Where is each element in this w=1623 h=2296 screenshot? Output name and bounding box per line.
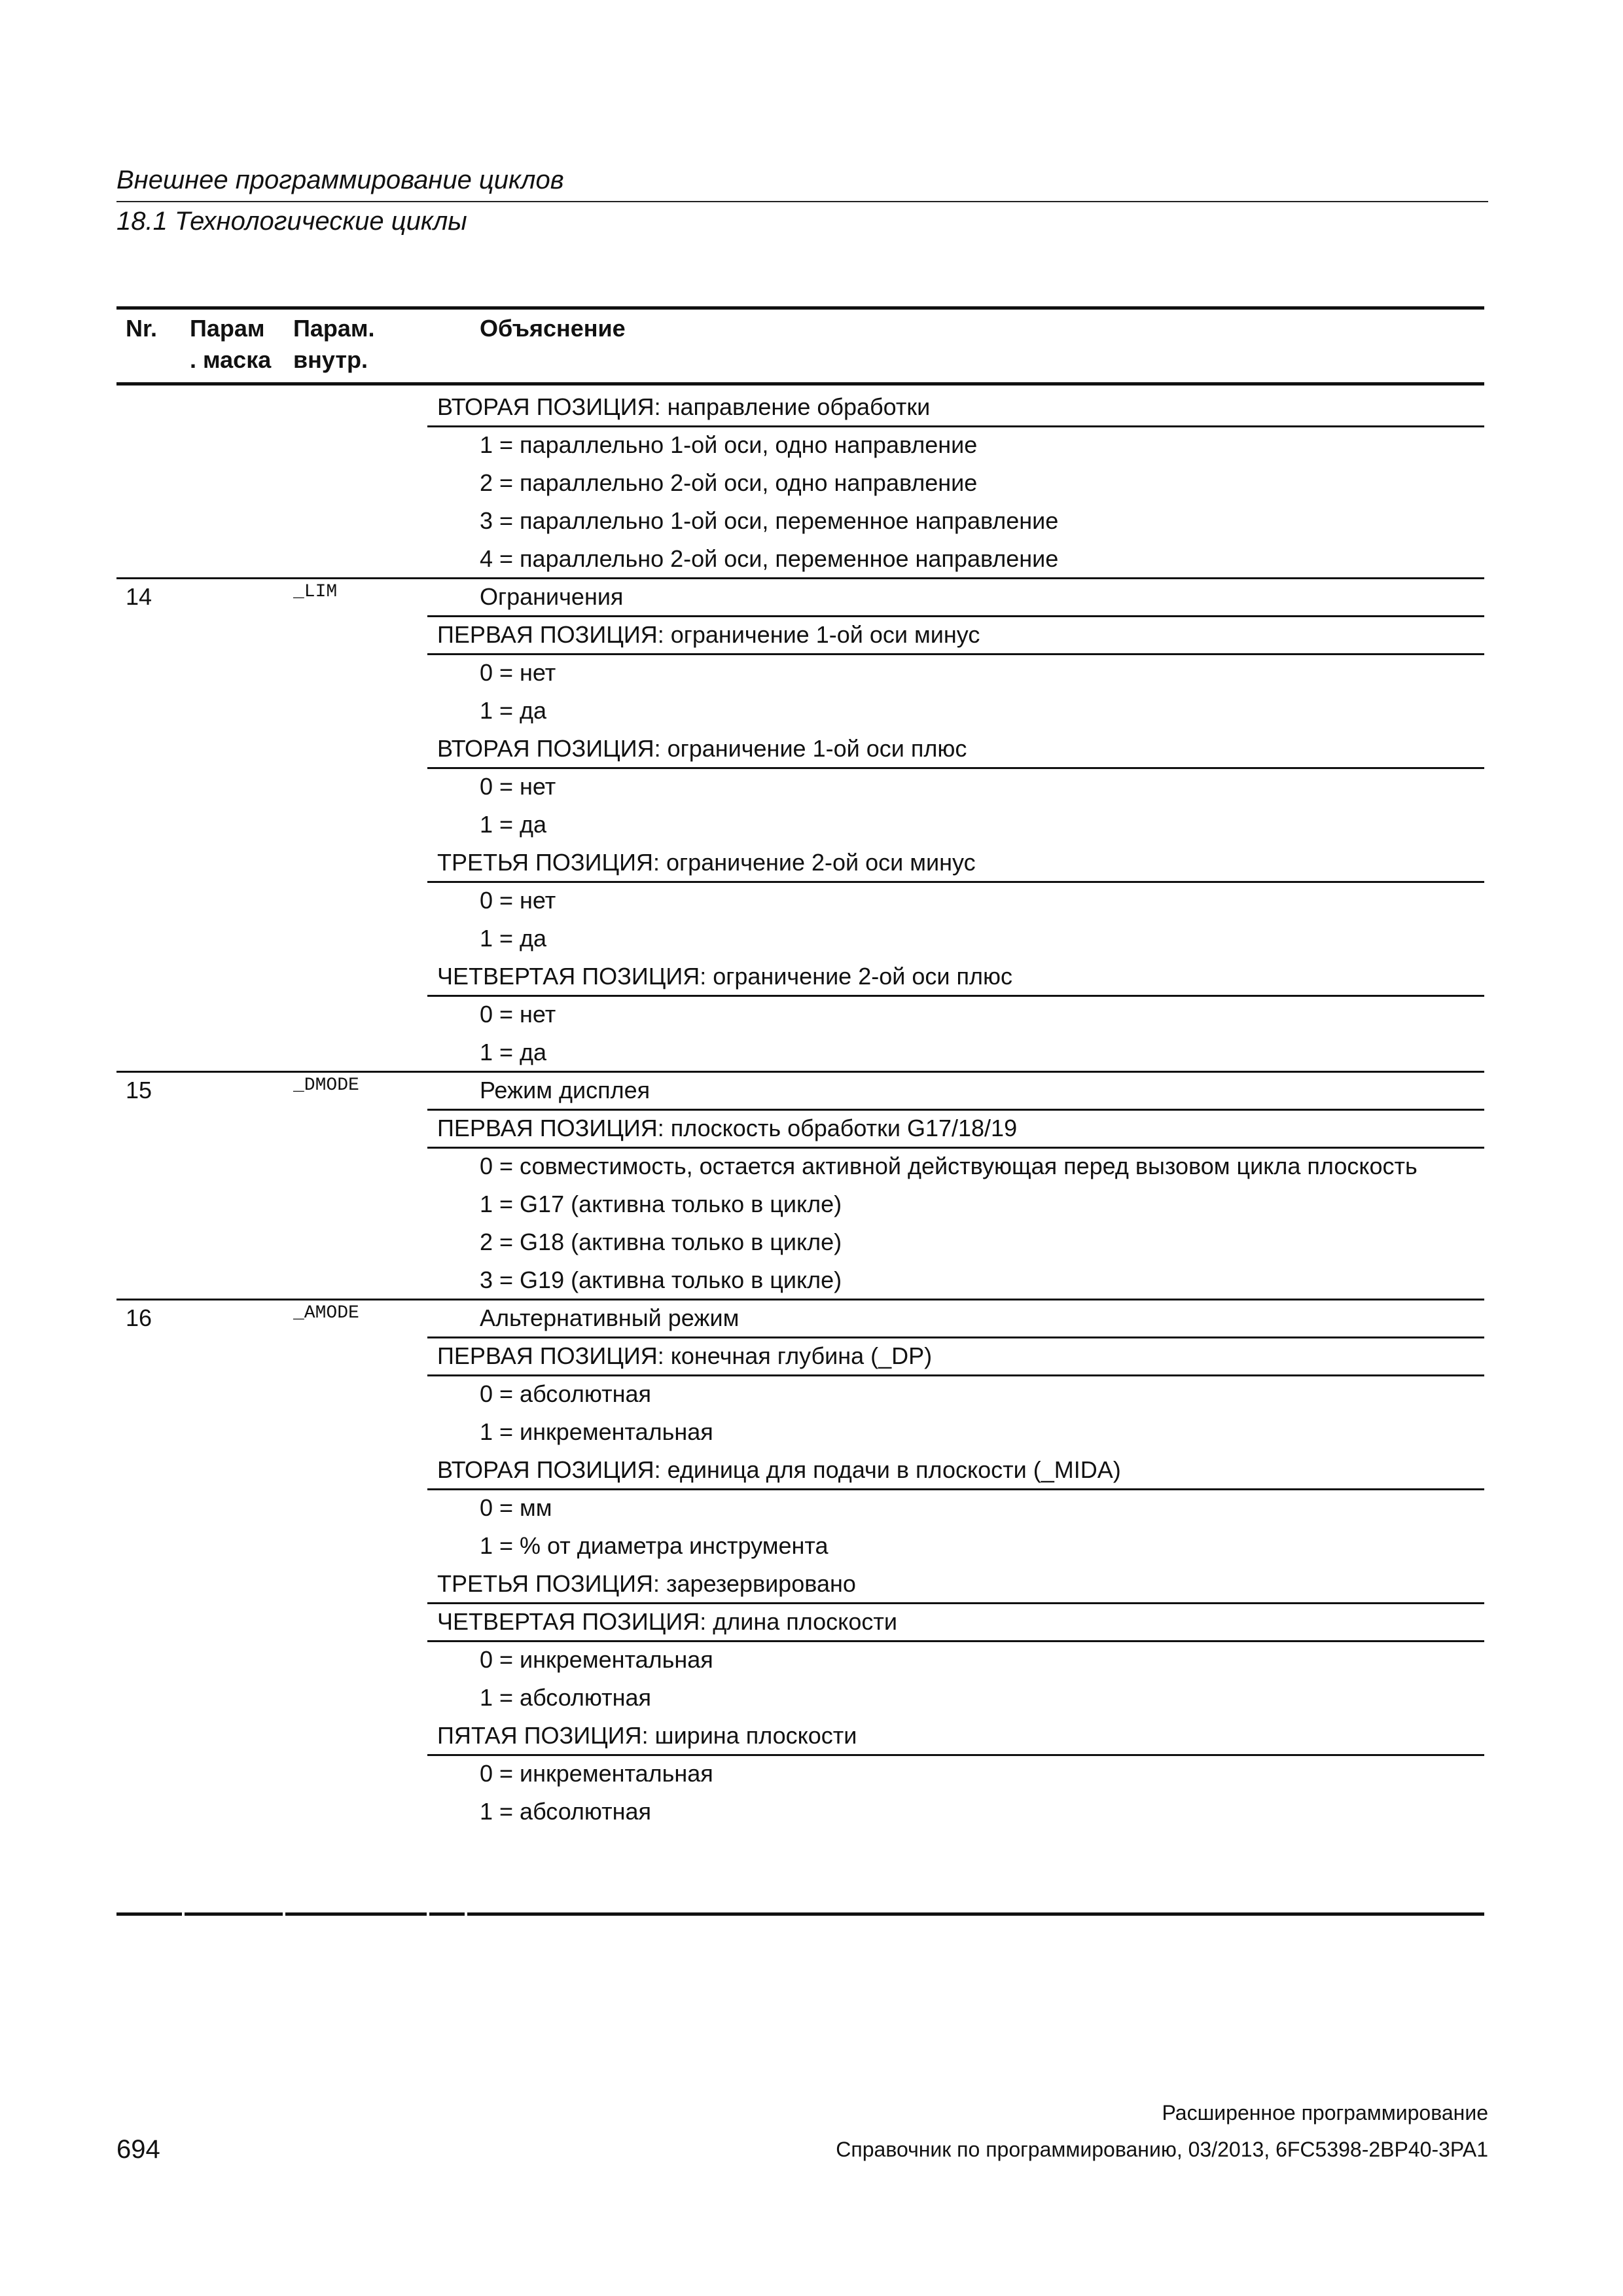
- table-row: [116, 388, 1484, 426]
- table-row: [116, 1147, 1484, 1185]
- position-heading: ПЕРВАЯ ПОЗИЦИЯ: конечная глубина (_DP): [437, 1342, 933, 1369]
- col-header-param-internal: Парам. внутр.: [293, 315, 375, 373]
- position-heading: ЧЕТВЕРТАЯ ПОЗИЦИЯ: длина плоскости: [437, 1608, 897, 1635]
- option-value: 1 = % от диаметра инструмента: [480, 1532, 829, 1559]
- parameter-title: Альтернативный режим: [480, 1304, 740, 1331]
- option-value: 1 = да: [480, 811, 547, 838]
- table-header: [116, 313, 1484, 385]
- table-row: [116, 1679, 1484, 1717]
- table-row: [116, 1717, 1484, 1755]
- option-value: 0 = инкрементальная: [480, 1760, 713, 1787]
- footer-book-title: Расширенное программирование: [1162, 2101, 1488, 2125]
- table-row: [116, 654, 1484, 692]
- table-row: [116, 1565, 1484, 1603]
- table-row: [116, 1603, 1484, 1641]
- row-number: 14: [126, 583, 152, 610]
- table-row: [116, 692, 1484, 730]
- table-row: [116, 844, 1484, 882]
- table-bottom-rule-mask: [185, 1912, 283, 1916]
- table-row: [116, 1299, 1484, 1337]
- row-number: 16: [126, 1304, 152, 1331]
- table-row: [116, 502, 1484, 540]
- option-value: 1 = G17 (активна только в цикле): [480, 1191, 842, 1217]
- page-number: 694: [116, 2135, 160, 2164]
- table-row: [116, 1109, 1484, 1147]
- option-value: 2 = параллельно 2-ой оси, одно направление: [480, 469, 978, 496]
- table-row: [116, 768, 1484, 806]
- option-value: 0 = нет: [480, 659, 556, 686]
- table-row: [116, 616, 1484, 654]
- table-row: [116, 578, 1484, 616]
- position-heading: ТРЕТЬЯ ПОЗИЦИЯ: зарезервировано: [437, 1570, 856, 1597]
- table-row: [116, 1185, 1484, 1223]
- table-row: [116, 540, 1484, 578]
- table-header-rule: [116, 382, 1484, 386]
- table-row: [116, 920, 1484, 958]
- position-heading: ВТОРАЯ ПОЗИЦИЯ: единица для подачи в плоскости (_MIDA): [437, 1456, 1121, 1483]
- table-row: [116, 1489, 1484, 1527]
- table-row: [116, 1451, 1484, 1489]
- table-row: [116, 1755, 1484, 1793]
- table-row: [116, 730, 1484, 768]
- position-heading: ЧЕТВЕРТАЯ ПОЗИЦИЯ: ограничение 2-ой оси плюс: [437, 963, 1012, 990]
- table-row: [116, 958, 1484, 996]
- option-value: 2 = G18 (активна только в цикле): [480, 1229, 842, 1255]
- table-row: [116, 1793, 1484, 1831]
- option-value: 0 = абсолютная: [480, 1380, 652, 1407]
- table-row: [116, 1223, 1484, 1261]
- position-heading: ВТОРАЯ ПОЗИЦИЯ: ограничение 1-ой оси плюс: [437, 735, 967, 762]
- table-body: [116, 388, 1484, 1831]
- option-value: 1 = параллельно 1-ой оси, одно направление: [480, 431, 978, 458]
- option-value: 0 = нет: [480, 773, 556, 800]
- option-value: 0 = нет: [480, 887, 556, 914]
- table-row: [116, 1641, 1484, 1679]
- table-row: [116, 1261, 1484, 1299]
- table-row: [116, 1033, 1484, 1071]
- option-value: 1 = абсолютная: [480, 1798, 652, 1825]
- row-param-internal: _AMODE: [293, 1303, 359, 1323]
- table-row: [116, 806, 1484, 844]
- position-heading: ВТОРАЯ ПОЗИЦИЯ: направление обработки: [437, 393, 931, 420]
- row-param-internal: _LIM: [293, 582, 338, 602]
- table-row: [116, 996, 1484, 1033]
- option-value: 1 = да: [480, 697, 547, 724]
- row-number: 15: [126, 1077, 152, 1103]
- table-bottom-rule-nr: [116, 1912, 182, 1916]
- table-row: [116, 1375, 1484, 1413]
- option-value: 1 = абсолютная: [480, 1684, 652, 1711]
- option-value: 3 = G19 (активна только в цикле): [480, 1266, 842, 1293]
- row-param-internal: _DMODE: [293, 1075, 359, 1096]
- table-bottom-rule-internal: [285, 1912, 427, 1916]
- position-heading: ПЯТАЯ ПОЗИЦИЯ: ширина плоскости: [437, 1722, 857, 1749]
- table-row: [116, 1413, 1484, 1451]
- table-row: [116, 1337, 1484, 1375]
- position-heading: ПЕРВАЯ ПОЗИЦИЯ: ограничение 1-ой оси минус: [437, 621, 980, 648]
- col-header-explanation: Объяснение: [480, 315, 626, 342]
- position-heading: ТРЕТЬЯ ПОЗИЦИЯ: ограничение 2-ой оси минус: [437, 849, 976, 876]
- table-row: [116, 882, 1484, 920]
- option-value: 0 = нет: [480, 1001, 556, 1028]
- table-row: [116, 464, 1484, 502]
- col-header-param-mask: Парам . маска: [190, 315, 272, 373]
- table-bottom-rule-explanation: [467, 1912, 1484, 1916]
- option-value: 1 = да: [480, 925, 547, 952]
- section-title: 18.1 Технологические циклы: [116, 207, 467, 236]
- option-value: 1 = инкрементальная: [480, 1418, 713, 1445]
- table-row: [116, 426, 1484, 464]
- col-header-nr: Nr.: [126, 315, 158, 342]
- table-top-rule: [116, 306, 1484, 310]
- table-row: [116, 1071, 1484, 1109]
- parameter-title: Режим дисплея: [480, 1077, 651, 1103]
- table-bottom-rule-indent: [429, 1912, 465, 1916]
- option-value: 1 = да: [480, 1039, 547, 1066]
- option-value: 4 = параллельно 2-ой оси, переменное направление: [480, 545, 1059, 572]
- option-value: 3 = параллельно 1-ой оси, переменное направление: [480, 507, 1059, 534]
- footer-reference: Справочник по программированию, 03/2013, 6FC5398-2BP40-3PA1: [836, 2138, 1488, 2161]
- position-heading: ПЕРВАЯ ПОЗИЦИЯ: плоскость обработки G17/18/19: [437, 1115, 1018, 1141]
- option-value: 0 = мм: [480, 1494, 552, 1521]
- chapter-title: Внешнее программирование циклов: [116, 166, 564, 194]
- header-rule: [116, 201, 1488, 202]
- option-value: 0 = инкрементальная: [480, 1646, 713, 1673]
- parameter-title: Ограничения: [480, 583, 624, 610]
- option-value: 0 = совместимость, остается активной действующая перед вызовом цикла плоскость: [480, 1153, 1418, 1179]
- table-row: [116, 1527, 1484, 1565]
